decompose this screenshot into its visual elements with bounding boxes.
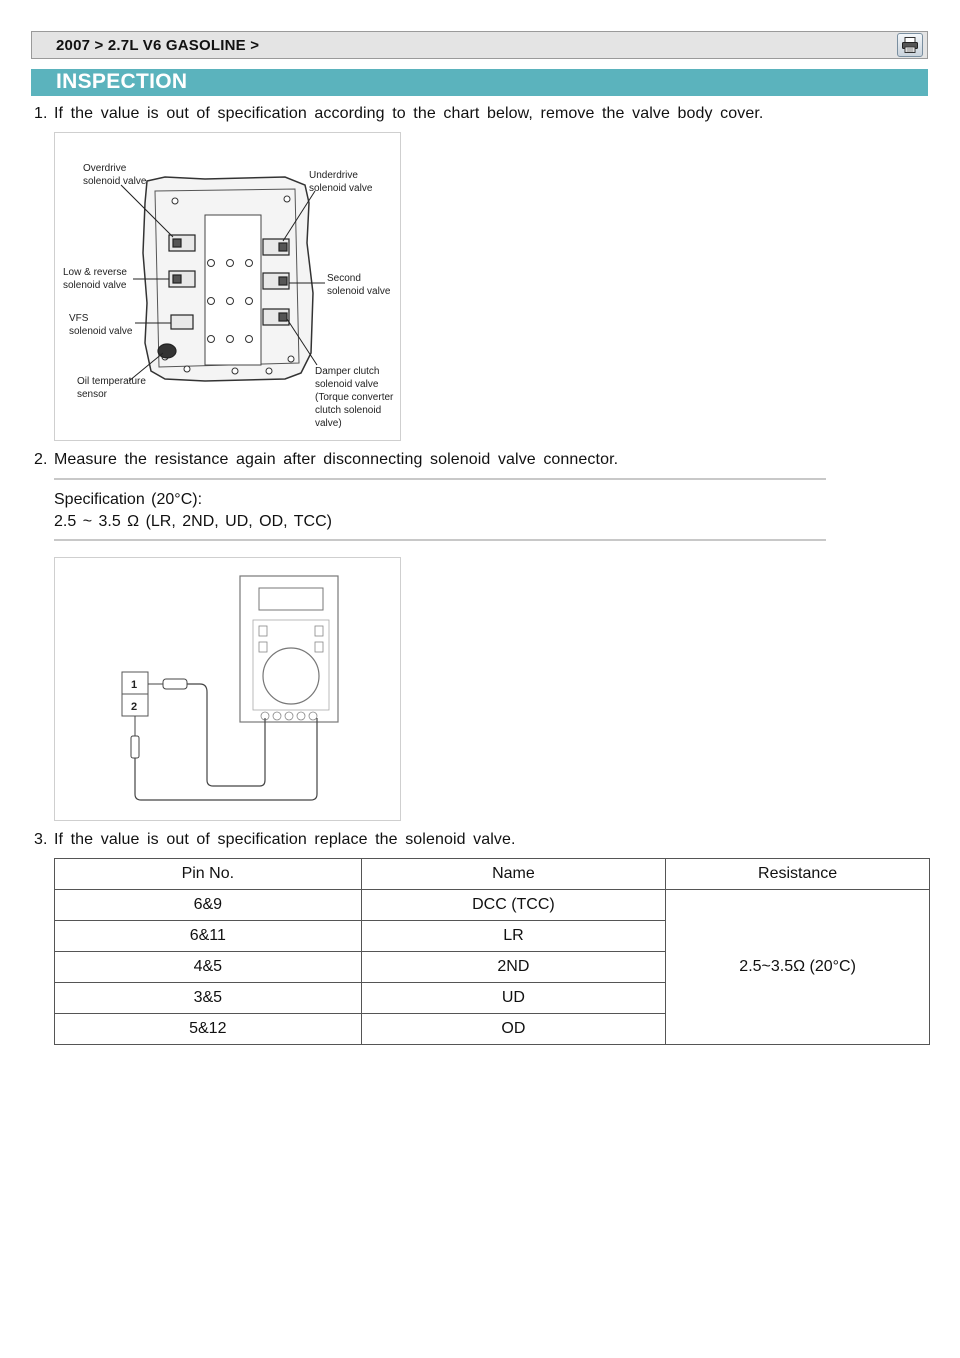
label-second: Second [327,273,361,284]
label-damper-5: valve) [315,418,342,429]
label-damper-3: (Torque converter [315,392,394,403]
column-header-name: Name [361,859,666,890]
label-oil-temp: Oil temperature [77,376,146,387]
section-title: INSPECTION [56,70,188,93]
step-number: 3. [34,831,48,848]
label-overdrive-sub: solenoid valve [83,176,147,187]
breadcrumb-text: 2007 > 2.7L V6 GASOLINE > [56,37,260,54]
resistance-table [54,858,930,1045]
cell-pin: 6&11 [55,921,362,952]
cell-name: UD [361,983,666,1014]
step-2 [34,451,618,469]
label-low-reverse: Low & reverse [63,267,127,278]
label-vfs-sub: solenoid valve [69,326,133,337]
label-damper-4: clutch solenoid [315,405,382,416]
label-vfs: VFS [69,313,89,324]
step-text: If the value is out of specification replace the solenoid valve. [54,831,516,848]
pin-2-label: 2 [131,701,138,713]
step-number: 1. [34,105,48,122]
cell-resistance: 2.5~3.5Ω (20°C) [666,890,930,1045]
step-text: Measure the resistance again after disconnecting solenoid valve connector. [54,451,619,468]
column-header-resistance: Resistance [666,859,930,890]
cell-name: 2ND [361,952,666,983]
section-header [31,69,928,96]
spec-divider-top [54,478,826,480]
step-text: If the value is out of specification according to the chart below, remove the valve body cover. [54,105,764,122]
pin-1-label: 1 [131,679,138,691]
step-1 [34,105,763,123]
spec-line-2: 2.5 ~ 3.5 Ω (LR, 2ND, UD, OD, TCC) [54,513,332,530]
cell-pin: 4&5 [55,952,362,983]
cell-pin: 6&9 [55,890,362,921]
label-damper-2: solenoid valve [315,379,379,390]
label-second-sub: solenoid valve [327,286,391,297]
step-3 [34,831,516,849]
label-low-reverse-sub: solenoid valve [63,280,127,291]
label-damper: Damper clutch [315,366,380,377]
spec-divider-bottom [54,539,826,541]
spec-line-1: Specification (20°C): [54,491,203,508]
label-underdrive-sub: solenoid valve [309,183,373,194]
label-underdrive: Underdrive [309,170,358,181]
multimeter-diagram [55,558,400,820]
print-button[interactable] [897,33,923,57]
multimeter-figure [54,557,401,821]
cell-name: LR [361,921,666,952]
breadcrumb [31,31,928,59]
label-oil-temp-sub: sensor [77,389,108,400]
table-row [55,890,930,921]
cell-name: OD [361,1014,666,1045]
valve-body-diagram [55,133,400,440]
cell-pin: 5&12 [55,1014,362,1045]
column-header-pin: Pin No. [55,859,362,890]
table-header-row [55,859,930,890]
printer-icon [901,36,919,54]
valve-body-figure [54,132,401,441]
label-overdrive: Overdrive [83,163,127,174]
cell-pin: 3&5 [55,983,362,1014]
step-number: 2. [34,451,48,468]
cell-name: DCC (TCC) [361,890,666,921]
